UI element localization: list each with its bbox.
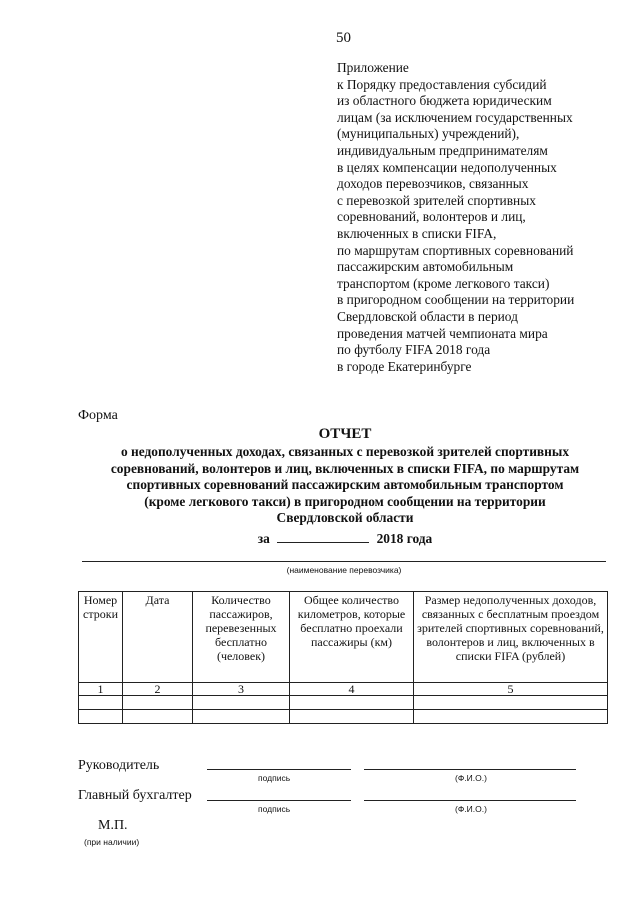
form-label: Форма [78,408,118,423]
stamp-label: М.П. [98,818,128,833]
column-number: 1 [79,683,123,696]
page-number: 50 [336,30,351,46]
report-subtitle-line: о недополученных доходах, связанных с перевозкой зрителей спортивных [120,444,570,459]
carrier-name-field[interactable] [82,561,606,562]
appendix-line: соревнований, волонтеров и лиц, [337,209,526,225]
table-row [79,710,608,724]
header-passengers: Количество пассажиров, перевезенных бесплатно (человек) [193,592,290,683]
accountant-label: Главный бухгалтер [78,788,192,803]
table-cell[interactable] [123,710,193,724]
appendix-line: с перевозкой зрителей спортивных [337,192,536,208]
appendix-line: по футболу FIFA 2018 года [337,342,491,358]
header-lost-income: Размер недополученных доходов, связанных с бесплатным проездом зрителей спортивных соревнований, волонтеров и лиц, включенных в списки FIFA (рублей) [414,592,608,683]
appendix-line: из областного бюджета юридическим [337,93,552,109]
director-signature-caption: подпись [258,773,291,783]
appendix-line: (муниципальных) учреждений), [337,126,520,142]
column-number: 5 [414,683,608,696]
appendix-line: к Порядку предоставления субсидий [337,76,547,92]
column-number-row [79,683,608,696]
report-title: ОТЧЕТ [318,426,372,442]
header-kilometers: Общее количество километров, которые бесплатно проехали пассажиры (км) [290,592,414,683]
stamp-note: (при наличии) [84,837,140,847]
header-row-number: Номер строки [79,592,123,683]
appendix-line: в пригородном сообщении на территории [337,292,575,308]
table-cell[interactable] [290,696,414,710]
appendix-line: Приложение [337,60,409,75]
report-subtitle-line: Свердловской области [276,510,414,526]
appendix-line: включенных в списки FIFA, [337,225,497,241]
appendix-line: в городе Екатеринбурге [337,358,472,374]
report-table [78,591,608,724]
report-period [60,530,630,547]
report-subtitle-line: спортивных соревнований пассажирским автомобильным транспортом [126,477,564,493]
period-blank-field[interactable] [277,530,369,543]
accountant-name-caption: (Ф.И.О.) [455,804,487,814]
column-number: 4 [290,683,414,696]
table-row [79,696,608,710]
accountant-signature-caption: подпись [258,804,291,814]
appendix-line: лицам (за исключением государственных [337,109,573,125]
accountant-name-field[interactable] [364,800,576,801]
column-number: 2 [123,683,193,696]
director-name-caption: (Ф.И.О.) [455,773,487,783]
director-name-field[interactable] [364,769,576,770]
appendix-line: в целях компенсации недополученных [337,159,557,175]
table-cell[interactable] [193,710,290,724]
column-number: 3 [193,683,290,696]
header-date: Дата [123,592,193,683]
period-suffix: 2018 года [376,531,433,546]
table-cell[interactable] [290,710,414,724]
period-prefix: за [257,531,270,546]
table-cell[interactable] [414,710,608,724]
appendix-line: пассажирским автомобильным [337,259,514,275]
table-cell[interactable] [123,696,193,710]
table-cell[interactable] [414,696,608,710]
appendix-line: по маршрутам спортивных соревнований [337,242,574,258]
report-title-block [60,424,630,527]
table-cell[interactable] [193,696,290,710]
table-cell[interactable] [79,696,123,710]
director-signature-field[interactable] [207,769,351,770]
report-subtitle-line: (кроме легкового такси) в пригородном сообщении на территории [144,493,546,509]
appendix-line: индивидуальным предпринимателям [337,142,548,158]
director-label: Руководитель [78,758,160,773]
carrier-caption: (наименование перевозчика) [286,565,402,575]
accountant-signature-field[interactable] [207,800,351,801]
appendix-line: транспортом (кроме легкового такси) [337,275,550,291]
table-cell[interactable] [79,710,123,724]
appendix-line: доходов перевозчиков, связанных [337,176,529,192]
appendix-line: проведения матчей чемпионата мира [337,325,548,341]
appendix-header [337,60,627,375]
appendix-line: Свердловской области в период [337,308,518,324]
report-subtitle-line: соревнований, волонтеров и лиц, включенных в списки FIFA, по маршрутам [110,460,580,476]
table-header-row [79,592,608,683]
